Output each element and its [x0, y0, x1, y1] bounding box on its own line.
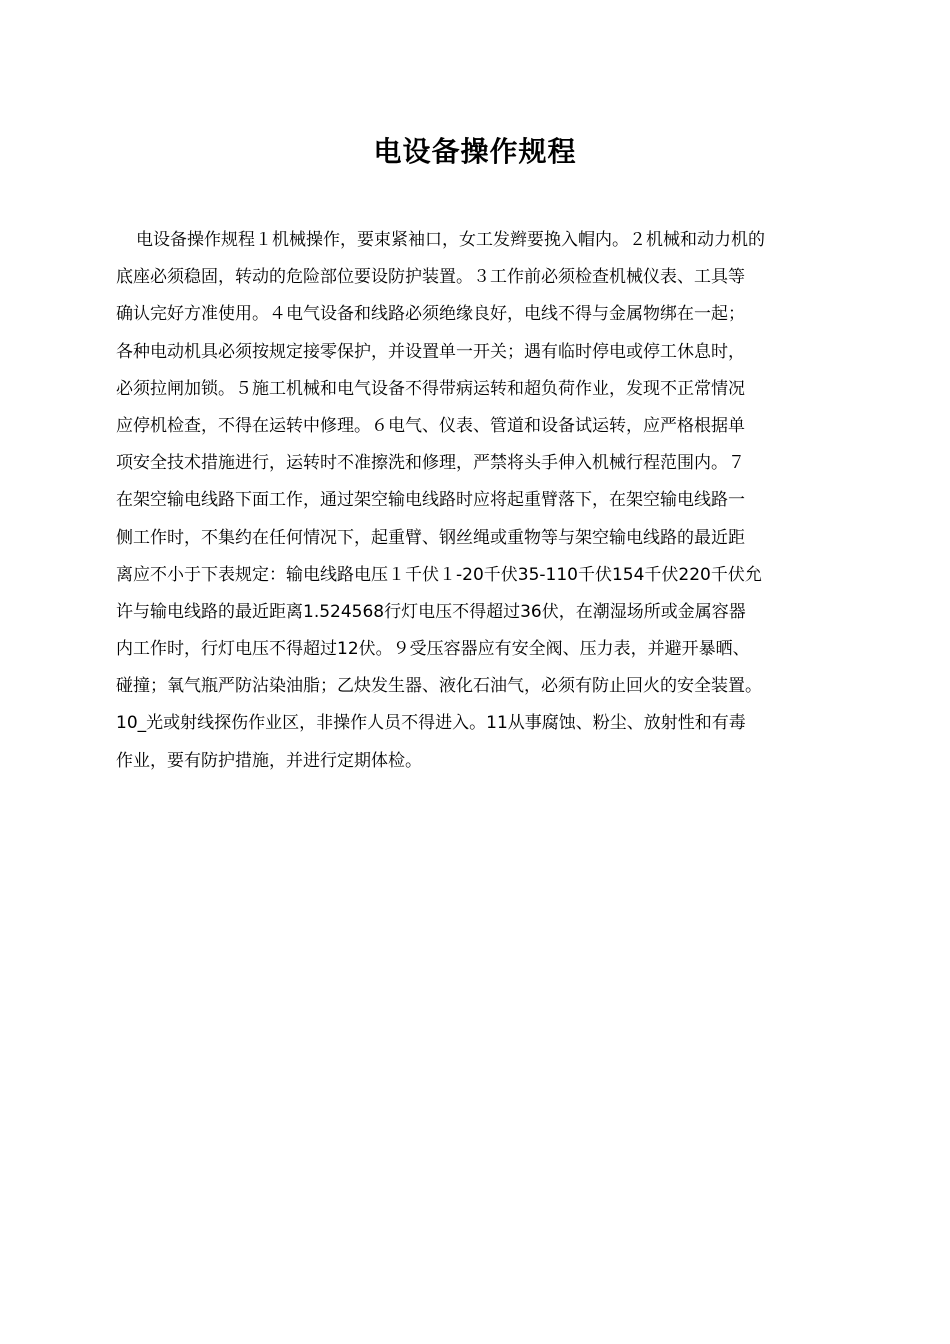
body-line: 作业，要有防护措施，并进行定期体检。	[116, 750, 422, 771]
document-body	[116, 222, 836, 780]
body-line: 在架空输电线路下面工作，通过架空输电线路时应将起重臂落下，在架空输电线路一	[116, 490, 745, 511]
document-title: 电设备操作规程	[373, 135, 577, 168]
body-line: 10_光或射线探伤作业区，非操作人员不得进入。11从事腐蚀、粉尘、放射性和有毒	[116, 713, 746, 734]
body-line: 碰撞；氧气瓶严防沾染油脂；乙炔发生器、液化石油气，必须有防止回火的安全装置。	[116, 676, 762, 697]
body-line: 电设备操作规程１机械操作，要束紧袖口，女工发辫要挽入帽内。２机械和动力机的	[136, 230, 765, 250]
body-line: 项安全技术措施进行，运转时不准擦洗和修理，严禁将头手伸入机械行程范围内。７	[116, 453, 745, 474]
body-line: 必须拉闸加锁。５施工机械和电气设备不得带病运转和超负荷作业，发现不正常情况	[116, 378, 745, 399]
body-line: 侧工作时，不集约在任何情况下，起重臂、钢丝绳或重物等与架空输电线路的最近距	[116, 527, 745, 548]
body-line: 确认完好方准使用。４电气设备和线路必须绝缘良好，电线不得与金属物绑在一起；	[116, 304, 745, 325]
body-line: 离应不小于下表规定：输电线路电压１千伏１-20千伏35-110千伏154千伏220千伏允	[116, 564, 762, 585]
body-line: 许与输电线路的最近距离1.524568行灯电压不得超过36伏，在潮湿场所或金属容器	[116, 601, 746, 622]
body-line: 底座必须稳固，转动的危险部位要设防护装置。３工作前必须检查机械仪表、工具等	[116, 267, 745, 288]
body-line: 各种电动机具必须按规定接零保护，并设置单一开关；遇有临时停电或停工休息时，	[116, 341, 745, 362]
body-line: 应停机检查，不得在运转中修理。６电气、仪表、管道和设备试运转，应严格根据单	[116, 415, 745, 436]
body-line: 内工作时，行灯电压不得超过12伏。９受压容器应有安全阀、压力表，并避开暴晒、	[116, 639, 750, 660]
